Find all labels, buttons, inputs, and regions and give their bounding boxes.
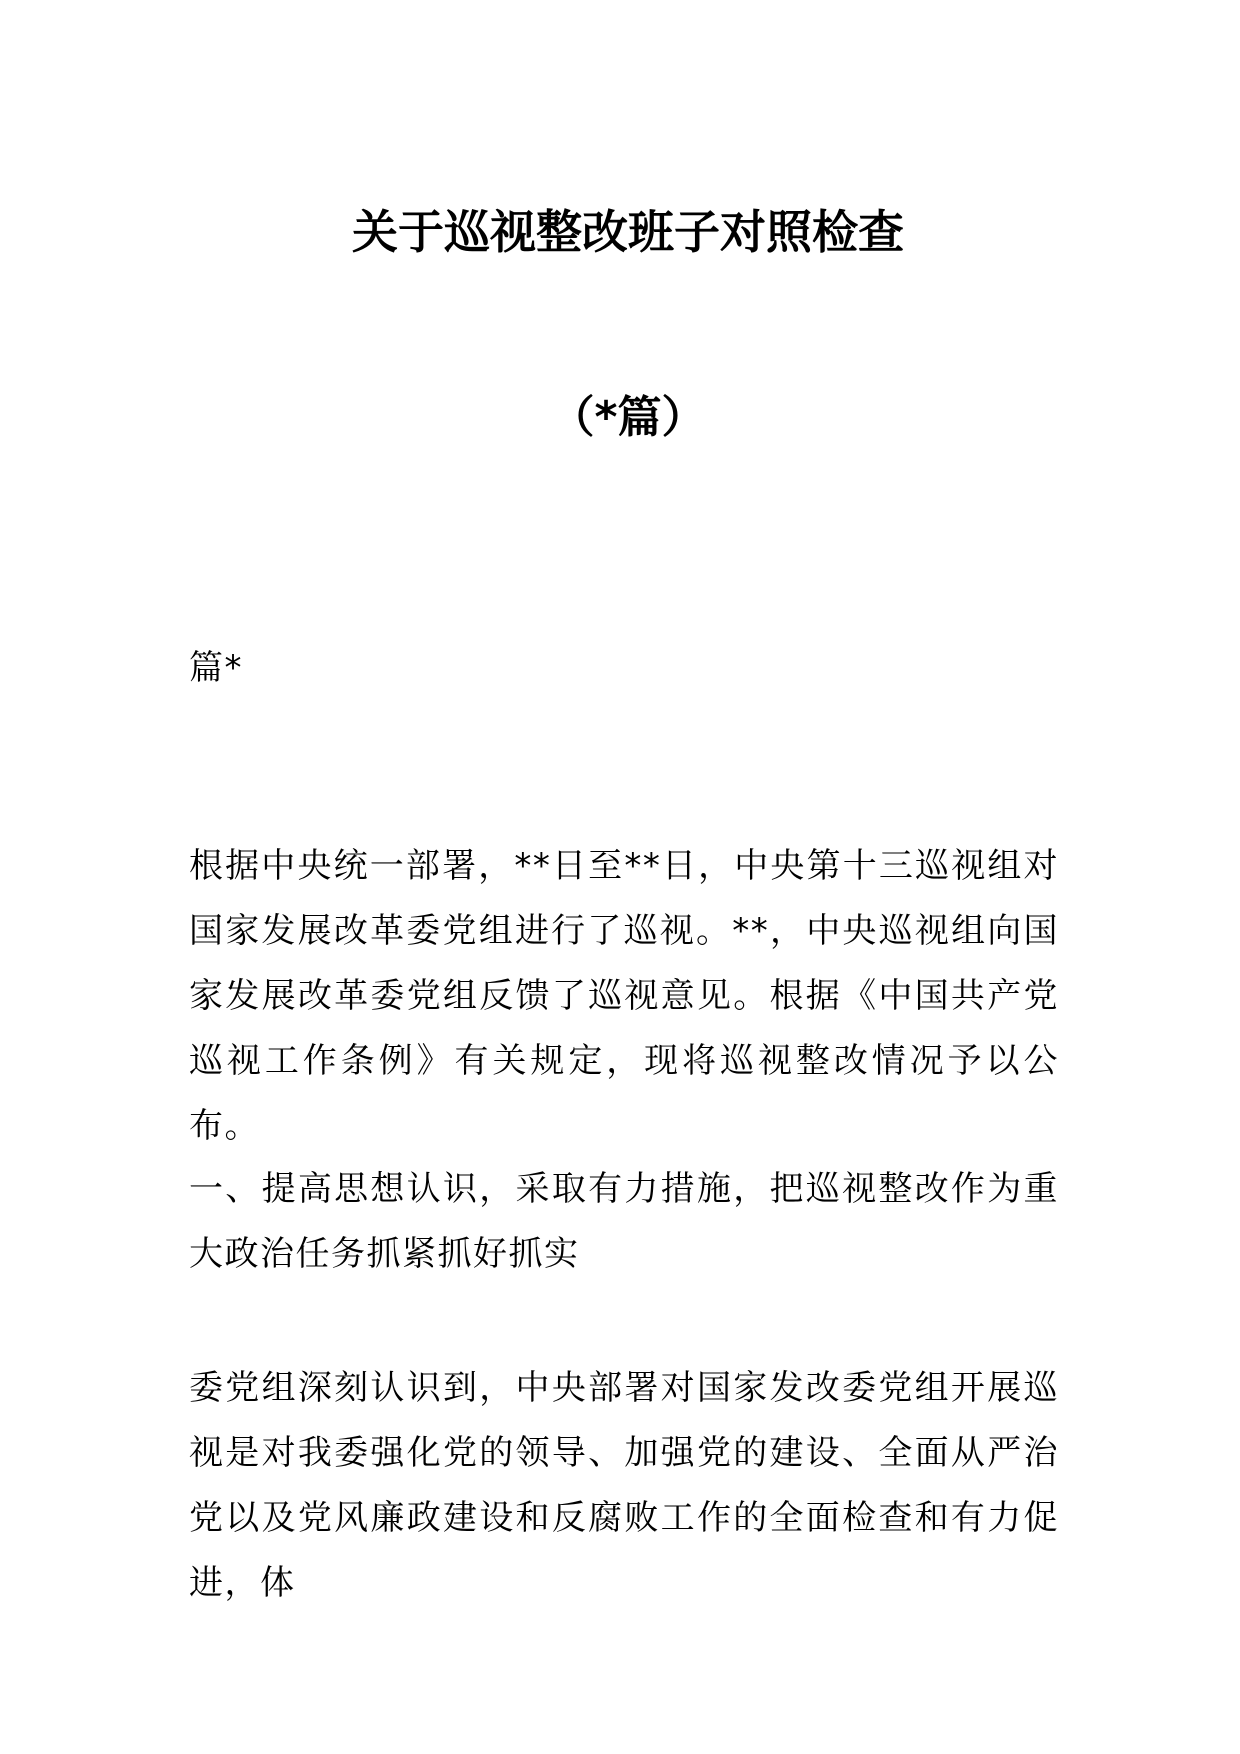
body-paragraph: 委党组深刻认识到，中央部署对国家发改委党组开展巡视是对我委强化党的领导、加强党的建设、全面从严治党以及党风廉政建设和反腐败工作的全面检查和有力促进，体 bbox=[189, 1368, 1059, 1603]
section-heading: 一、提高思想认识，采取有力措施，把巡视整改作为重大政治任务抓紧抓好抓实 bbox=[189, 1169, 1059, 1274]
document-title: 关于巡视整改班子对照检查 bbox=[352, 205, 904, 259]
body-paragraph: 根据中央统一部署，**日至**日，中央第十三巡视组对国家发展改革委党组进行了巡视。**，中央巡视组向国家发展改革委党组反馈了巡视意见。根据《中国共产党巡视工作条例》有关规定，现将巡视整改情况予以公布。 bbox=[189, 846, 1059, 1146]
section-label: 篇* bbox=[189, 648, 243, 688]
document-subtitle: （*篇） bbox=[550, 392, 706, 443]
